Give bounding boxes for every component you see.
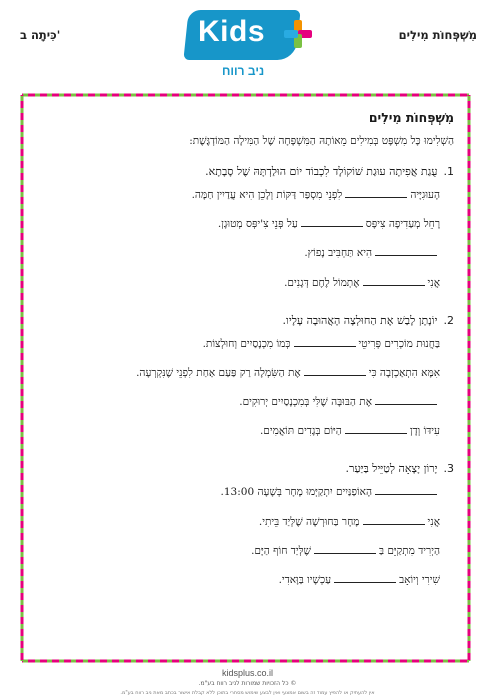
footer-note: אין להעתיק או להפיץ עמוד זה בשום אמצעי ואין לבצע שימוש מסחרי בתוכן ללא קבלת אישור בכתב מאת ניב רווח בע"מ. [120, 690, 375, 696]
line-suffix: עַל פְּנֵי צִ'יפְּס מְטוּגָן. [217, 218, 298, 231]
fill-in-line [54, 275, 454, 290]
fill-in-line [54, 572, 454, 587]
line-prefix: הַיְרִיד מִתְקַיֵּם בַּ [378, 544, 440, 557]
footer-url[interactable]: kidsplus.co.il [221, 668, 274, 678]
exercise-3 [42, 462, 454, 587]
line-suffix: כְּמוֹ מִכְנָסַיִים וְחוּלְצוֹת. [202, 337, 291, 350]
line-prefix: אֲנִי [427, 515, 440, 528]
line-suffix: עַכְשָׁיו בַּוָּאדִי. [278, 573, 332, 586]
exercise-source-sentence: יוֹנָתָן לָבַשׁ אֶת הַחוּלְצָה הָאֲהוּבָה עָלָיו. [282, 313, 438, 327]
exercise-number: 1. [443, 165, 454, 178]
answer-blank[interactable] [301, 216, 363, 227]
exercise-source-sentence: עֻגַת אֲפִיתָה עוּגַת שׁוֹקוֹלָד לִכְבוֹד יוֹם הוּלַדְתָּהּ שֶׁל סָבָתָא. [205, 165, 438, 178]
plus-icon [282, 18, 314, 50]
exercise-sentence [42, 314, 454, 327]
line-prefix: רָחֵל מְעַדִיפָה צִיפָּס [365, 218, 440, 231]
fill-in-line [54, 187, 454, 202]
exercise-source-sentence: יָרוֹן יָצָאָה לְטַיֵּיל בַּיַּעַר. [345, 462, 438, 476]
exercise-sentence [42, 462, 454, 475]
answer-blank[interactable] [375, 484, 437, 495]
line-suffix: הַיּוֹם בְּגָדִים תּוֹאֲמִים. [259, 425, 342, 438]
fill-in-line [54, 245, 454, 260]
line-prefix: אֲנִי [427, 276, 440, 289]
fill-in-line [54, 365, 454, 380]
worksheet-instructions: הַשְׁלִימוּ כָּל מִשְׁפָּט בְּמִילִים מֵאוֹתָהּ הַמִּשְׁפָּחָה שֶׁל הַמִּילָה הַמּוֹדְגֶּשֶׁת: [189, 135, 454, 147]
answer-blank[interactable] [345, 423, 407, 434]
worksheet-content [42, 110, 454, 611]
grade-label: כִּיתָה ב' [20, 28, 61, 42]
answer-blank[interactable] [375, 394, 437, 405]
answer-blank[interactable] [304, 365, 366, 376]
logo-text: Kids [198, 15, 266, 48]
answer-blank[interactable] [334, 572, 396, 583]
subject-label: מִשְׁפְּחוֹת מִילִים [398, 28, 477, 42]
fill-in-line [54, 394, 454, 409]
line-suffix: מָחָר בַּחוּרְשָׁה שֶׁלְּיַד בֵּיתִי. [258, 515, 360, 528]
answer-blank[interactable] [375, 245, 437, 256]
line-suffix: אֶת הַשִּׂמְלָה רַק פַּעַם אַחַת לִפְנֵי שֶׁנִּקְרְעָה. [136, 366, 301, 379]
exercise-list [42, 165, 454, 587]
fill-in-line [54, 423, 454, 438]
line-prefix: שִׁירִי וְיוֹאָב [399, 573, 440, 586]
exercise-number: 3. [443, 462, 454, 476]
line-prefix: בַּחֲנוּת מוֹכְרִים פְּרִיטֵי [358, 337, 440, 350]
logo-subtitle: ניב רווח [222, 64, 265, 78]
exercise-sentence [42, 165, 454, 178]
footer-copyright: © כל הזכויות שמורות לניב רווח בע"מ. [198, 680, 297, 687]
exercise-number: 2. [443, 313, 454, 327]
fill-in-line [54, 336, 454, 351]
line-suffix: אֶת הַבּוּבָּה שֶׁלִּי בְּמִכְנָסַיִים יְרוּקִים. [239, 396, 372, 409]
answer-blank[interactable] [314, 543, 376, 554]
line-suffix: אֶתְמוֹל לֶחֶם דְּגָנִים. [284, 276, 360, 289]
fill-in-line [54, 216, 454, 231]
fill-in-line [54, 514, 454, 529]
answer-blank[interactable] [345, 187, 407, 198]
exercise-1 [42, 165, 454, 290]
line-prefix: עִידּוֹ וְדָן [409, 425, 440, 438]
fill-in-line [54, 543, 454, 558]
exercise-2 [42, 314, 454, 439]
line-suffix: הָאוֹפַנַּיִים יִתְקַיְּמוּ מָחָר בְּשָׁעָה 13:00. [220, 486, 372, 499]
answer-blank[interactable] [363, 514, 425, 525]
line-suffix: שֶׁלְּיַד חוֹף הַיָּם. [251, 544, 311, 557]
worksheet-title: מִשְׁפְּחוֹת מִילִים [368, 110, 454, 125]
line-prefix: אִמָּא הִתְאַכְזְבָה כִּי [368, 366, 440, 379]
fill-in-line [54, 484, 454, 499]
line-suffix: לִפְנֵי מִסְפַּר דַּקּוֹת וְלָכֵן הִיא עֲדַיִין חַמָּה. [191, 189, 343, 201]
answer-blank[interactable] [363, 275, 425, 286]
line-prefix: הָעוּגִיָּיה [410, 189, 440, 201]
line-suffix: הִיא תַּחְבִּיב נָפוֹץ. [304, 247, 372, 260]
kids-logo [186, 10, 316, 82]
answer-blank[interactable] [294, 336, 356, 347]
